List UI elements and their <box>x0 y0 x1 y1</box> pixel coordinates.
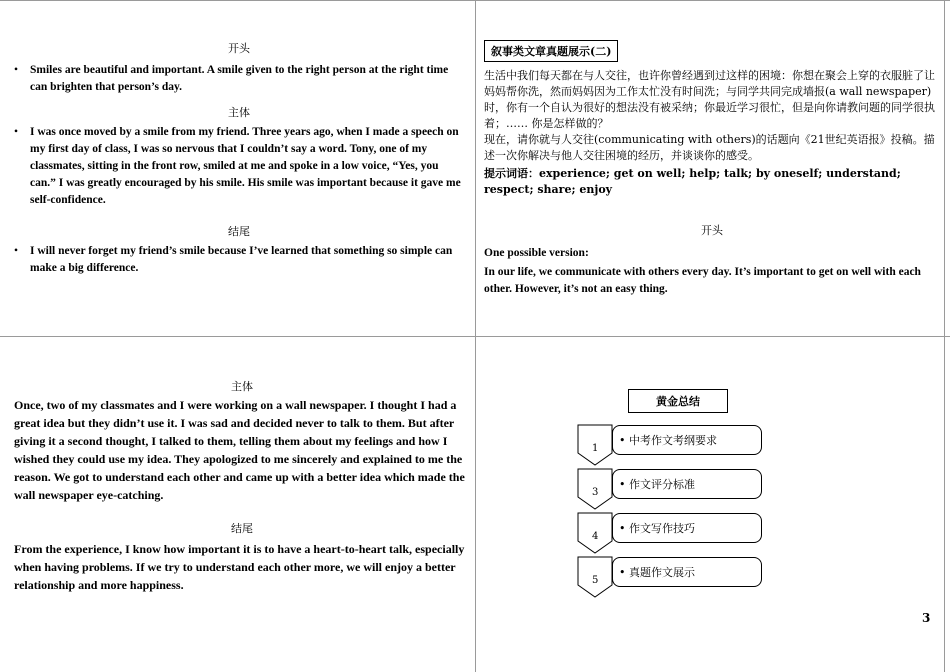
body-text: I was once moved by a smile from my friend. Three years ago, when I made a speech on my first day of class, I was so nervous that I couldn’t say a word. Tony, one of my classmates, sitting in the front row, smiled at me and spoke in a low voice, “Yes, you can.” I was greatly encouraged by his smile. His smile was important because it gave me self-confidence. <box>30 126 461 206</box>
panel-top-right <box>484 40 940 298</box>
bullet-dot: • <box>14 126 19 138</box>
right-border <box>944 0 945 672</box>
section-title: 叙事类文章真题展示(二) <box>484 40 618 62</box>
ending-heading: 结尾 <box>228 225 250 238</box>
ending-text: From the experience, I know how important it is to have a heart-to-heart talk, especially when having problems. If we try to understand each other more, we will enjoy a better relationship and more happiness. <box>14 542 465 592</box>
prompt-paragraph-2: 现在，请你就与人交往(communicating with others)的话题向《21世纪英语报》投稿。描述一次你解决与他人交往困境的经历，并谈谈你的感受。 <box>484 133 935 162</box>
ending-text: I will never forget my friend’s smile because I’ve learned that something so simple can make a big difference. <box>30 245 453 274</box>
intro-text: Smiles are beautiful and important. A smile given to the right person at the right time can brighten that person’s day. <box>30 64 449 93</box>
ending-heading: 结尾 <box>231 522 253 535</box>
flow-number: 4 <box>592 531 599 542</box>
ending-bullet <box>14 243 464 277</box>
flow-item-writing-tips: • 作文写作技巧 <box>612 513 762 543</box>
flow-item-sample-essays: • 真题作文展示 <box>612 557 762 587</box>
flow-number: 5 <box>592 575 599 586</box>
summary-title: 黄金总结 <box>628 389 728 413</box>
intro-heading: 开头 <box>228 42 250 55</box>
panel-bottom-left <box>14 378 470 594</box>
panel-top-left <box>14 40 464 277</box>
prompt-paragraph-1: 生活中我们每天都在与人交往，也许你曾经遇到过这样的困境：你想在聚会上穿的衣服脏了让妈妈帮你洗，然而妈妈因为工作太忙没有时间洗；与同学共同完成墙报(a wall newspaper)时，你有一个自认为很好的想法没有被采纳；你最近学习很忙，但是向你请教问题的同学很执着；…… 你是怎样做的？ <box>484 69 935 130</box>
panel-bottom-right <box>476 337 944 672</box>
body-bullet <box>14 124 464 209</box>
bullet-dot: • <box>14 245 19 257</box>
flow-item-exam-requirements: • 中考作文考纲要求 <box>612 425 762 455</box>
flow-item-scoring-criteria: • 作文评分标准 <box>612 469 762 499</box>
intro-bullet <box>14 62 464 96</box>
body-text: Once, two of my classmates and I were working on a wall newspaper. I thought I had a great idea but they didn’t use it. I was sad and decided never to talk to them. But after giving it a second thought, I talked to them, telling them about my feelings and how I wished they could use my idea. They apologized to me sincerely and explained to me the reason. We got to understand each other and came up with a better idea which made the wall newspaper eye-catching. <box>14 398 465 502</box>
version-label: One possible version: <box>484 247 589 259</box>
page-number: 3 <box>922 611 931 625</box>
intro-text: In our life, we communicate with others every day. It’s important to get on well with each other. However, it’s not an easy thing. <box>484 266 921 295</box>
flow-number: 1 <box>592 443 599 454</box>
intro-heading: 开头 <box>701 224 723 237</box>
body-heading: 主体 <box>228 106 250 119</box>
hint-words: 提示词语：experience; get on well; help; talk; by oneself; understand; respect; share; enjoy <box>484 167 901 196</box>
bullet-dot: • <box>14 64 19 76</box>
body-heading: 主体 <box>231 380 253 393</box>
flow-number: 3 <box>592 487 599 498</box>
